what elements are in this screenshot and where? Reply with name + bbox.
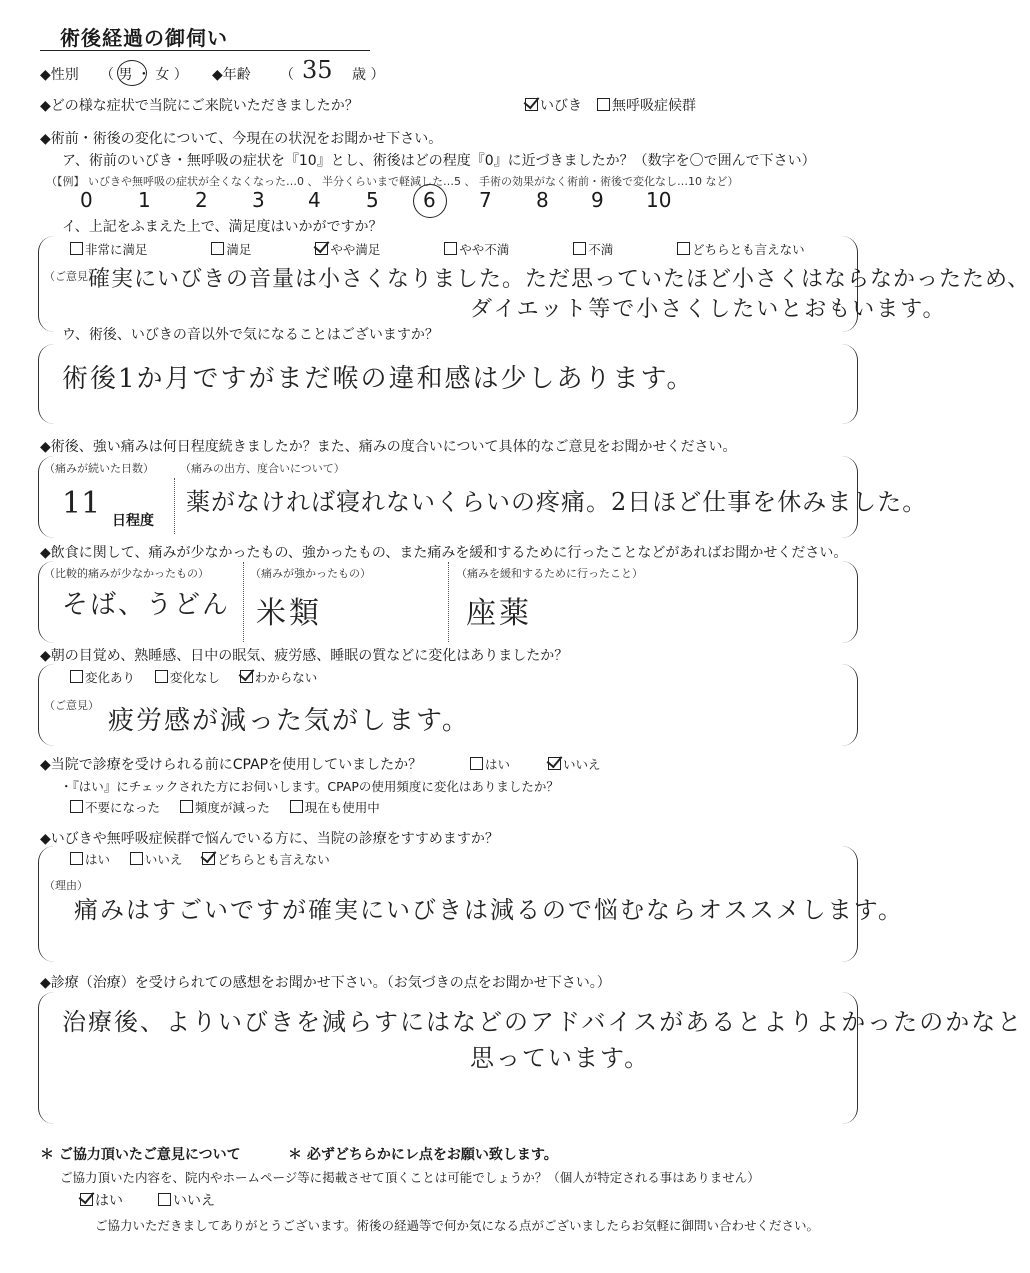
q8-sub-text: ・『はい』にチェックされた方にお伺いします。CPAPの使用頻度に変化はありましたか？	[60, 779, 559, 794]
q8-sub-option-still-using[interactable]: 現在も使用中	[290, 800, 380, 815]
checkbox-icon	[444, 242, 457, 255]
checkbox-icon	[211, 242, 224, 255]
q7-options	[70, 668, 317, 686]
q8-sub-options	[70, 798, 380, 816]
checkbox-checked-icon	[525, 98, 538, 111]
footer-note-a: ＊ ご協力頂いたご意見について	[40, 1147, 241, 1163]
gender-selected-circle	[117, 60, 147, 86]
q6-col2-label: （痛みが強かったもの）	[250, 567, 371, 580]
checkbox-icon	[70, 670, 83, 683]
q9-reason-label: （理由）	[44, 879, 88, 892]
q3-answer-line1: 確実にいびきの音量は小さくなりました。ただ思っていたほど小さくはならなかったため、	[88, 267, 1030, 292]
footer-option-no[interactable]: いいえ	[158, 1190, 215, 1210]
scale-2[interactable]: 2	[195, 188, 208, 212]
checkbox-icon	[573, 242, 586, 255]
q5-days-unit: 日程度	[112, 513, 154, 529]
age-label: ◆年齢	[212, 67, 251, 83]
q3-option-neither[interactable]: どちらとも言えない	[677, 242, 805, 257]
q7-option-unknown[interactable]: わからない	[240, 670, 318, 685]
q9-option-neither[interactable]: どちらとも言えない	[202, 852, 330, 867]
checkbox-checked-icon	[202, 852, 215, 865]
q3-options	[70, 240, 805, 258]
q10-text: ◆診療（治療）を受けられての感想をお聞かせ下さい。（お気づきの点をお聞かせ下さい。）	[40, 975, 611, 991]
checkbox-icon	[677, 242, 690, 255]
gender-options: （ 男 ・ 女 ）	[100, 67, 188, 83]
checkbox-checked-icon	[315, 242, 328, 255]
q3-option-dissatisfied[interactable]: 不満	[573, 242, 613, 257]
q8-text: ◆当院で診療を受けられる前にCPAPを使用していましたか？	[40, 757, 423, 773]
q8-option-yes[interactable]: はい	[470, 755, 510, 773]
scale-8[interactable]: 8	[536, 188, 549, 212]
q6-col3-label: （痛みを緩和するために行ったこと）	[456, 567, 643, 580]
scale-5[interactable]: 5	[366, 188, 379, 212]
q5-degree-label: （痛みの出方、度合いについて）	[180, 462, 345, 475]
q6-col2-answer: 米類	[256, 596, 322, 631]
q4-answer: 術後1か月ですがまだ喉の違和感は少しあります。	[62, 364, 695, 394]
q3-option-somewhat-dissatisfied[interactable]: やや不満	[444, 242, 509, 257]
checkbox-icon	[158, 1193, 171, 1206]
footer-question: ご協力頂いた内容を、院内やホームページ等に掲載させて頂くことは可能でしょうか？（個人が特定される事はありません）	[60, 1170, 760, 1185]
q9-text: ◆いびきや無呼吸症候群で悩んでいる方に、当院の診療をすすめますか？	[40, 831, 499, 847]
q8-sub-option-reduced[interactable]: 頻度が減った	[180, 800, 270, 815]
footer-option-yes[interactable]: はい	[80, 1190, 123, 1210]
age-value: 35	[302, 56, 333, 84]
scale-3[interactable]: 3	[252, 188, 265, 212]
checkbox-icon	[130, 852, 143, 865]
q3-option-very-satisfied[interactable]: 非常に満足	[70, 242, 148, 257]
q3-option-somewhat-satisfied[interactable]: やや満足	[315, 242, 380, 257]
q7-option-changed[interactable]: 変化あり	[70, 670, 135, 685]
checkbox-icon	[70, 242, 83, 255]
q2-a-text: ア、術前のいびき・無呼吸の症状を『10』とし、術後はどの程度『0』に近づきましたか？（数字を〇で囲んで下さい）	[62, 153, 816, 169]
checkbox-checked-icon	[240, 670, 253, 683]
checkbox-icon	[180, 800, 193, 813]
q8-sub-option-unneeded[interactable]: 不要になった	[70, 800, 160, 815]
checkbox-icon	[70, 800, 83, 813]
q4-text: ウ、術後、いびきの音以外で気になることはございますか？	[62, 327, 439, 343]
q5-divider	[174, 478, 175, 534]
q6-col1-label: （比較的痛みが少なかったもの）	[44, 567, 209, 580]
age-unit: 歳 ）	[352, 67, 385, 83]
q3-text: イ、上記をふまえた上で、満足度はいかがですか？	[62, 219, 383, 235]
q5-text: ◆術後、強い痛みは何日程度続きましたか？また、痛みの度合いについて具体的なご意見をお聞かせください。	[40, 439, 737, 455]
q9-answer: 痛みはすごいですが確実にいびきは減るので悩むならオススメします。	[74, 896, 904, 924]
checkbox-icon	[597, 98, 610, 111]
q5-days-label: （痛みが続いた日数）	[44, 462, 154, 475]
gender-label: ◆性別	[40, 67, 79, 83]
scale-6[interactable]: 6	[423, 188, 436, 212]
q10-answer-line1: 治療後、よりいびきを減らすにはなどのアドバイスがあるとよりよかったのかなと	[62, 1008, 1024, 1036]
q6-divider-2	[448, 562, 449, 642]
scale-1[interactable]: 1	[138, 188, 151, 212]
form-title: 術後経過の御伺い	[60, 26, 228, 50]
q2-text: ◆術前・術後の変化について、今現在の状況をお聞かせ下さい。	[40, 131, 443, 147]
q10-answer-line2: 思っています。	[470, 1044, 651, 1072]
checkbox-icon	[290, 800, 303, 813]
q9-options	[70, 850, 330, 868]
q6-text: ◆飲食に関して、痛みが少なかったもの、強かったもの、また痛みを緩和するために行ったことなどがあればお聞かせください。	[40, 545, 848, 561]
checkbox-icon	[70, 852, 83, 865]
q2-scale	[0, 188, 900, 216]
q3-opinion-label: （ご意見）	[44, 270, 99, 283]
q6-divider-1	[243, 562, 244, 642]
scale-10[interactable]: 10	[646, 188, 672, 212]
title-underline	[40, 50, 370, 51]
q5-days-value: 11	[62, 486, 101, 521]
q1-option-apnea[interactable]: 無呼吸症候群	[597, 95, 696, 115]
q7-answer: 疲労感が減った気がします。	[108, 706, 470, 736]
q9-option-yes[interactable]: はい	[70, 852, 110, 867]
q6-col1-answer: そば、うどん	[62, 590, 231, 620]
scale-7[interactable]: 7	[479, 188, 492, 212]
checkbox-icon	[470, 757, 483, 770]
scale-0[interactable]: 0	[80, 188, 93, 212]
q3-answer-line2: ダイエット等で小さくしたいとおもいます。	[470, 297, 947, 322]
scale-selected-circle	[413, 184, 447, 218]
q3-option-satisfied[interactable]: 満足	[211, 242, 251, 257]
q1-text: ◆どの様な症状で当院にご来院いただきましたか？	[40, 98, 359, 114]
q7-text: ◆朝の目覚め、熟睡感、日中の眠気、疲労感、睡眠の質などに変化はありましたか？	[40, 648, 569, 664]
q7-opinion-label: （ご意見）	[44, 699, 99, 712]
checkbox-checked-icon	[548, 757, 561, 770]
q9-option-no[interactable]: いいえ	[130, 852, 183, 867]
scale-9[interactable]: 9	[591, 188, 604, 212]
q8-option-no[interactable]: いいえ	[548, 755, 601, 773]
checkbox-icon	[155, 670, 168, 683]
footer-note-b: ＊ 必ずどちらかにレ点をお願い致します。	[288, 1147, 558, 1163]
scale-4[interactable]: 4	[308, 188, 321, 212]
footer-thanks: ご協力いただきましてありがとうございます。術後の経過等で何か気になる点がございましたらお気軽に御問い合わせください。	[95, 1218, 820, 1233]
q2-example: （【例】 いびきや無呼吸の症状が全くなくなった…0 、 半分くらいまで軽減した…5 、 手術の効果がなく術前・術後で変化なし…10 など）	[46, 175, 739, 188]
age-open-paren: （	[280, 67, 294, 83]
q1-option-snoring[interactable]: いびき	[525, 95, 582, 115]
q6-col3-answer: 座薬	[466, 596, 532, 631]
checkbox-checked-icon	[80, 1193, 93, 1206]
q5-answer: 薬がなければ寝れないくらいの疼痛。2日ほど仕事を休みました。	[186, 488, 928, 516]
q7-option-no-change[interactable]: 変化なし	[155, 670, 220, 685]
